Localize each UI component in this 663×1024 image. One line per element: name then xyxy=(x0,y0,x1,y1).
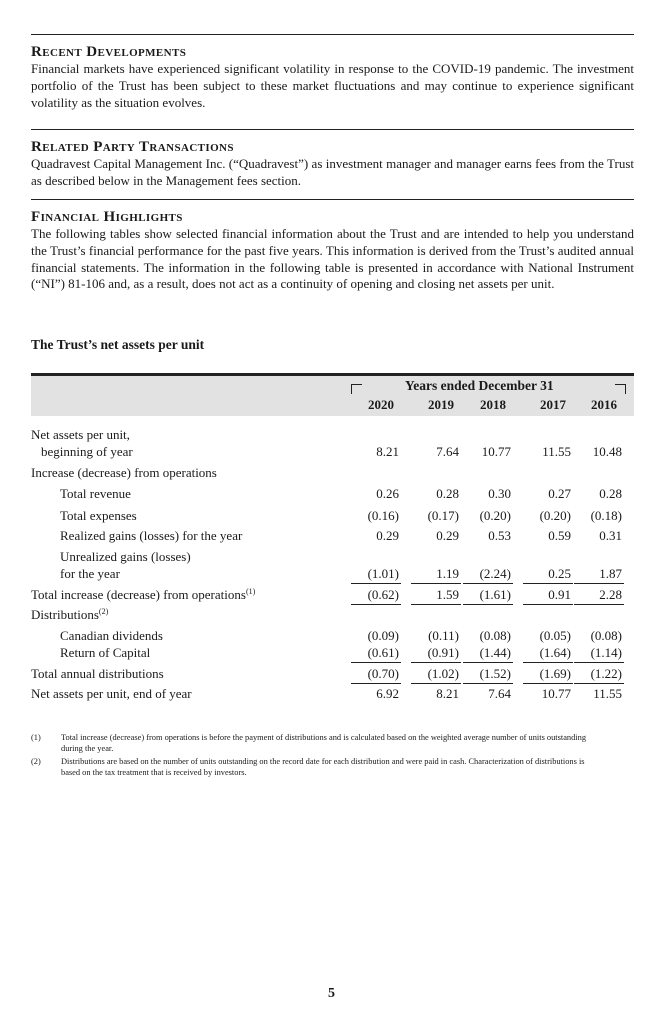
table-cell: 10.77 xyxy=(541,686,571,701)
table-row xyxy=(31,528,634,545)
table-cell: (1.64) xyxy=(521,645,571,661)
table-cell: (0.17) xyxy=(427,508,459,523)
table-row xyxy=(31,444,634,461)
related-party-heading: Related Party Transactions xyxy=(31,139,234,155)
table-row xyxy=(31,645,634,662)
table-cell: (1.14) xyxy=(572,645,622,661)
row-label xyxy=(31,686,192,702)
table-row xyxy=(31,465,634,482)
table-cell: 11.55 xyxy=(593,686,622,701)
table-cell: 7.64 xyxy=(488,686,511,701)
table-cell: (0.05) xyxy=(539,628,571,643)
table-cell: 0.53 xyxy=(488,528,511,543)
table-cell: (0.11) xyxy=(428,628,459,643)
table-cell: (0.70) xyxy=(349,666,399,682)
table-row xyxy=(31,549,634,566)
year-header: 2018 xyxy=(480,397,506,412)
table-cell: (1.69) xyxy=(521,666,571,682)
table-cell: 0.29 xyxy=(376,528,399,543)
table-cell: 0.30 xyxy=(488,486,511,501)
footnote-ref: (1) xyxy=(245,587,256,596)
row-label xyxy=(60,549,191,565)
table-cell: 6.92 xyxy=(376,686,399,701)
row-label xyxy=(31,465,217,481)
row-label-text: beginning of year xyxy=(41,444,133,459)
header-bracket-right xyxy=(615,384,626,394)
row-label xyxy=(60,628,163,644)
table-row xyxy=(31,628,634,645)
table-row xyxy=(31,607,634,624)
row-label xyxy=(60,528,242,544)
row-label xyxy=(60,486,131,502)
table-cell: 8.21 xyxy=(376,444,399,459)
table-cell: (1.44) xyxy=(461,645,511,661)
row-label-text: Unrealized gains (losses) xyxy=(60,549,191,564)
row-label-text: Net assets per unit, end of year xyxy=(31,686,192,701)
table-cell: (0.08) xyxy=(590,628,622,643)
table-cell: (0.08) xyxy=(479,628,511,643)
row-label-text: Total revenue xyxy=(60,486,131,501)
page-number: 5 xyxy=(328,986,335,1001)
row-label xyxy=(31,666,164,682)
table-cell: 10.48 xyxy=(592,444,622,459)
table-cell: 10.77 xyxy=(481,444,511,459)
row-label-text: for the year xyxy=(60,566,120,581)
recent-developments-heading: Recent Developments xyxy=(31,44,187,60)
year-header: 2016 xyxy=(591,397,617,412)
table-title: The Trust’s net assets per unit xyxy=(31,337,205,352)
table-cell: 0.25 xyxy=(521,566,571,582)
table-cell: (1.52) xyxy=(461,666,511,682)
row-label-text: Canadian dividends xyxy=(60,628,163,643)
table-cell: 1.87 xyxy=(572,566,622,582)
table-row xyxy=(31,427,634,444)
table-cell: (0.09) xyxy=(367,628,399,643)
financial-highlights-section xyxy=(31,209,634,293)
table-cell: (1.61) xyxy=(461,587,511,603)
row-label xyxy=(60,645,150,661)
row-label-text: Total annual distributions xyxy=(31,666,164,681)
footnote-number: (1) xyxy=(31,733,41,742)
table-row xyxy=(31,686,634,703)
row-label-text: Increase (decrease) from operations xyxy=(31,465,217,480)
footnote xyxy=(31,733,634,755)
table-cell: 8.21 xyxy=(436,686,459,701)
table-row xyxy=(31,508,634,525)
footnote-text: Total increase (decrease) from operations is before the payment of distributions and is calculated based on the weighted average number of units outstanding during the year. xyxy=(61,733,587,753)
financial-highlights-heading: Financial Highlights xyxy=(31,209,183,225)
table-cell: (0.20) xyxy=(539,508,571,523)
section-divider xyxy=(31,34,634,35)
row-label xyxy=(31,587,255,603)
table-cell: 0.28 xyxy=(599,486,622,501)
footnote-number: (2) xyxy=(31,757,41,766)
table-cell: (2.24) xyxy=(461,566,511,582)
row-label-text: Net assets per unit, xyxy=(31,427,130,442)
table-row xyxy=(31,566,634,583)
table-cell: (0.20) xyxy=(479,508,511,523)
table-cell: 7.64 xyxy=(436,444,459,459)
footnote-text: Distributions are based on the number of units outstanding on the record date for each distribution and were paid in cash. Characterization of distributions is based on the tax treatment that is received by investors. xyxy=(61,757,585,777)
table-row xyxy=(31,666,634,683)
row-label-text: Return of Capital xyxy=(60,645,151,660)
table-cell: 1.59 xyxy=(409,587,459,603)
year-header: 2020 xyxy=(368,397,394,412)
year-header: 2019 xyxy=(428,397,454,412)
related-party-section xyxy=(31,139,634,190)
table-cell: 2.28 xyxy=(572,587,622,603)
years-group-header: Years ended December 31 xyxy=(405,378,554,393)
table-cell: 0.91 xyxy=(521,587,571,603)
table-row xyxy=(31,486,634,503)
table-cell: 0.59 xyxy=(548,528,571,543)
table-cell: 0.28 xyxy=(436,486,459,501)
header-bracket-left xyxy=(351,384,362,394)
year-header: 2017 xyxy=(540,397,566,412)
row-label-text: Distributions xyxy=(31,607,99,622)
table-cell: (0.91) xyxy=(409,645,459,661)
table-cell: 0.29 xyxy=(436,528,459,543)
table-cell: (0.61) xyxy=(349,645,399,661)
row-label-text: Total increase (decrease) from operations xyxy=(31,587,246,602)
table-cell: 0.26 xyxy=(376,486,399,501)
section-divider xyxy=(31,129,634,130)
table-cell: (0.62) xyxy=(349,587,399,603)
table-cell: (1.01) xyxy=(349,566,399,582)
recent-developments-section xyxy=(31,44,634,111)
table-cell: (0.18) xyxy=(590,508,622,523)
footnote-ref: (2) xyxy=(98,607,109,616)
table-cell: (1.02) xyxy=(409,666,459,682)
row-label xyxy=(41,444,133,460)
recent-developments-text: Financial markets have experienced significant volatility in response to the COVID-19 pandemic. The investment portfolio of the Trust has been subject to these market fluctuations and may continue to experience significant volatility as the situation evolves. xyxy=(31,61,634,110)
row-label-text: Total expenses xyxy=(60,508,137,523)
table-cell: (0.16) xyxy=(367,508,399,523)
table-cell: 0.27 xyxy=(548,486,571,501)
section-divider xyxy=(31,199,634,200)
footnote xyxy=(31,757,634,779)
table-cell: 1.19 xyxy=(409,566,459,582)
row-label xyxy=(60,566,120,582)
table-cell: 11.55 xyxy=(542,444,571,459)
financial-highlights-text: The following tables show selected financial information about the Trust and are intended to help you understand the Trust’s financial performance for the past five years. This information is derived from the Trust’s audited annual financial statements. The information in the following table is presented in accordance with National Instrument (“NI”) 81-106 and, as a result, does not act as a continuity of opening and closing net assets per unit. xyxy=(31,226,634,292)
table-row xyxy=(31,587,634,604)
related-party-text: Quadravest Capital Management Inc. (“Quadravest”) as investment manager and manager earns fees from the Trust as described below in the Management fees section. xyxy=(31,156,634,188)
row-label xyxy=(31,607,108,623)
row-label xyxy=(60,508,137,524)
table-cell: (1.22) xyxy=(572,666,622,682)
row-label-text: Realized gains (losses) for the year xyxy=(60,528,243,543)
table-cell: 0.31 xyxy=(599,528,622,543)
row-label xyxy=(31,427,130,443)
